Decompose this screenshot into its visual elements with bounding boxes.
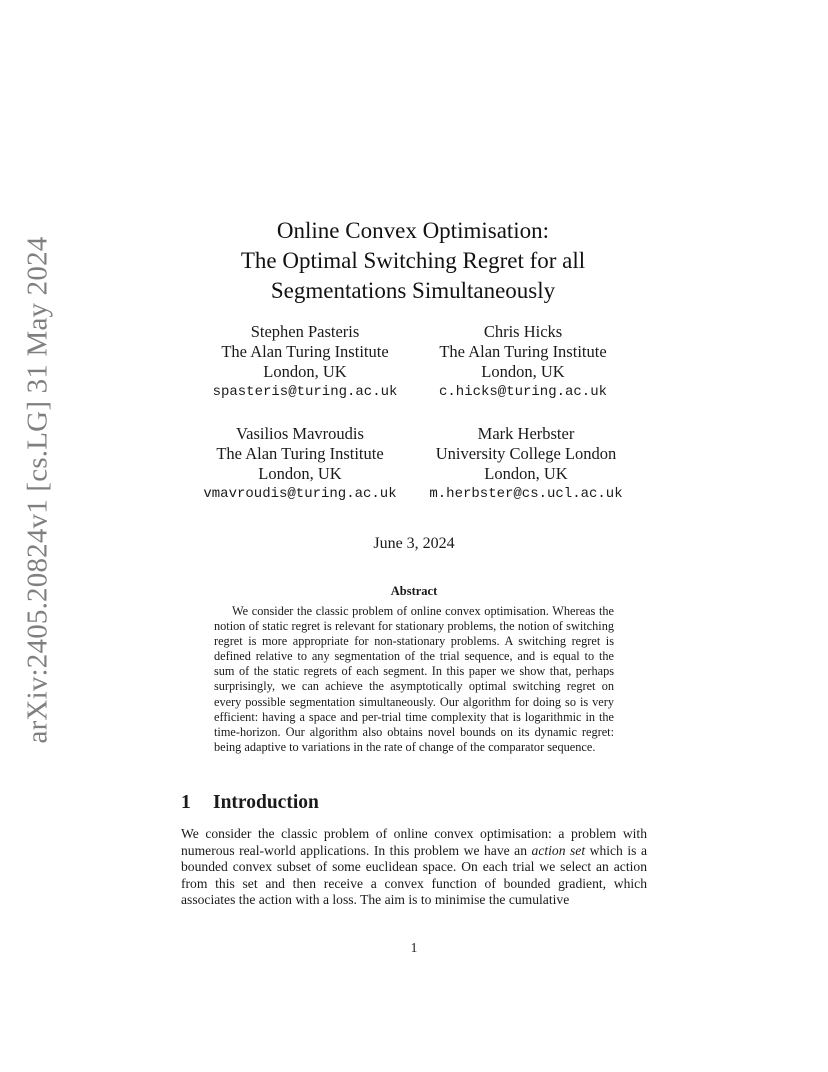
title-line-2: The Optimal Switching Regret for all — [240, 248, 586, 273]
author-location: London, UK — [484, 464, 568, 483]
intro-text-start: We consider the classic problem of online convex optimisation: a problem with numerous real-world applications. In this problem we have an — [181, 826, 647, 858]
author-email[interactable]: spasteris@turing.ac.uk — [212, 384, 398, 400]
author-affiliation: University College London — [435, 444, 617, 463]
author-email[interactable]: c.hicks@turing.ac.uk — [438, 384, 608, 400]
author-email[interactable]: m.herbster@cs.ucl.ac.uk — [429, 486, 623, 502]
author-name: Stephen Pasteris — [250, 322, 360, 341]
arxiv-identifier: arXiv:2405.20824v1 [cs.LG] 31 May 2024 — [21, 236, 54, 744]
author-name: Vasilios Mavroudis — [236, 424, 364, 443]
abstract-text: We consider the classic problem of online convex optimisation. Whereas the notion of static regret is relevant for stationary problems, the notion of switching regret is more appropriate for non-stationary problems. A switching regret is defined relative to any segmentation of the trial sequence, and is equal to the sum of the static regrets of each segment. In this paper we show that, perhaps surprisingly, we can achieve the asymptotically optimal switching regret on every possible segmentation simultaneously. Our algorithm for doing so is very efficient: having a space and per-trial time complexity that is logarithmic in the time-horizon. Our algorithm also obtains novel bounds on its dynamic regret: being adaptive to variations in the rate of change of the comparator sequence. — [214, 604, 614, 754]
author-name: Mark Herbster — [477, 424, 575, 443]
author-location: London, UK — [263, 362, 347, 381]
section-title: Introduction — [213, 792, 319, 813]
author-affiliation: The Alan Turing Institute — [439, 342, 607, 361]
author-block-1 — [213, 322, 398, 402]
intro-emphasis: action set — [531, 842, 586, 858]
author-block-2 — [439, 322, 607, 402]
author-affiliation: The Alan Turing Institute — [221, 342, 389, 361]
author-email[interactable]: vmavroudis@turing.ac.uk — [203, 486, 397, 502]
author-affiliation: The Alan Turing Institute — [216, 444, 384, 463]
title-line-3: Segmentations Simultaneously — [270, 278, 556, 303]
paper-title — [180, 216, 646, 306]
intro-text-end: which is a bounded convex subset of some euclidean space. On each trial we select an action from this set and then receive a convex function of bounded gradient, which associates the action with a loss. The aim is to minimise the cumulative — [181, 842, 647, 908]
introduction-paragraph — [181, 826, 647, 909]
page-number: 1 — [410, 940, 418, 955]
abstract-heading: Abstract — [390, 584, 438, 598]
author-block-4 — [429, 424, 622, 504]
title-line-1: Online Convex Optimisation: — [276, 218, 550, 243]
author-location: London, UK — [481, 362, 565, 381]
section-heading — [181, 792, 319, 814]
publication-date: June 3, 2024 — [373, 535, 455, 552]
section-number: 1 — [181, 792, 191, 813]
author-location: London, UK — [258, 464, 342, 483]
author-name: Chris Hicks — [483, 322, 563, 341]
author-block-3 — [203, 424, 396, 504]
